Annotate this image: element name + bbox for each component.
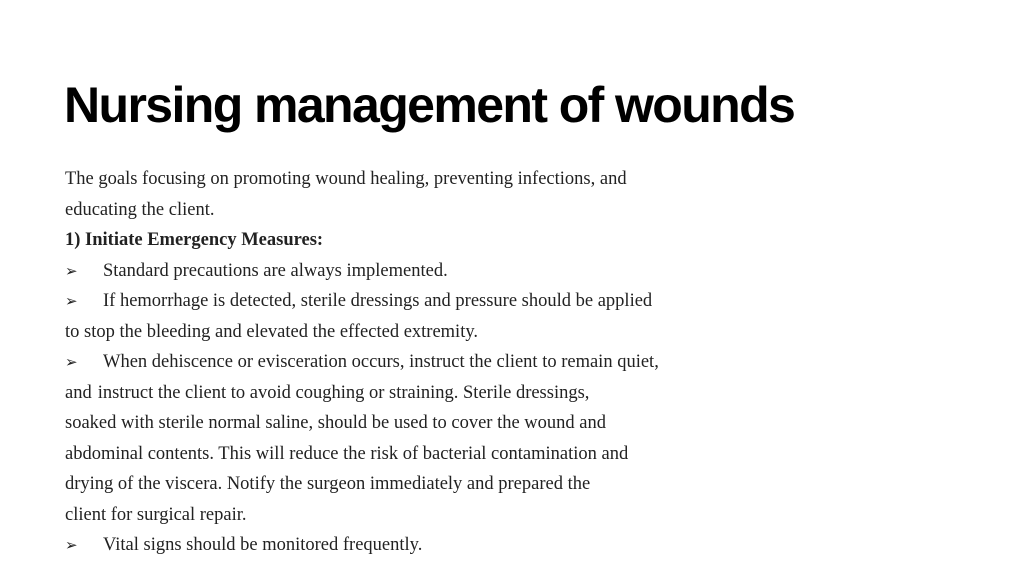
bullet-continuation: soaked with sterile normal saline, should be used to cover the wound and (65, 413, 606, 433)
bullet-continuation: client for surgical repair. (65, 504, 247, 525)
intro-line: The goals focusing on promoting wound healing, preventing infections, and (65, 169, 627, 189)
section-heading: 1) Initiate Emergency Measures: (65, 230, 324, 250)
arrow-bullet-icon: ➢ (65, 292, 78, 310)
slide-body (65, 164, 785, 561)
bullet-continuation: drying of the viscera. Notify the surgeon immediately and prepared the (65, 474, 591, 494)
bullet-continuation (65, 378, 785, 409)
bullet-continuation: to stop the bleeding and elevated the effected extremity. (65, 321, 479, 342)
bullet-text: If hemorrhage is detected, sterile dressings and pressure should be applied (103, 291, 653, 311)
bullet-item (65, 286, 785, 317)
bullet-item (65, 530, 785, 561)
arrow-bullet-icon: ➢ (65, 261, 78, 280)
bullet-text: Standard precautions are always implemented. (103, 260, 448, 281)
bullet-text: When dehiscence or evisceration occurs, instruct the client to remain quiet, (103, 352, 659, 372)
intro-line: educating the client. (65, 199, 215, 220)
arrow-bullet-icon: ➢ (65, 536, 78, 554)
bullet-continuation: abdominal contents. This will reduce the risk of bacterial contamination and (65, 443, 629, 464)
continuation-lead-rest: instruct the client to avoid coughing or straining. Sterile dressings, (97, 382, 590, 403)
bullet-item (65, 256, 785, 287)
arrow-bullet-icon: ➢ (65, 353, 78, 371)
bullet-text: Vital signs should be monitored frequently. (103, 535, 423, 555)
bullet-item (65, 347, 785, 378)
continuation-lead: and (65, 382, 92, 403)
slide-title: Nursing management of wounds (64, 77, 795, 133)
